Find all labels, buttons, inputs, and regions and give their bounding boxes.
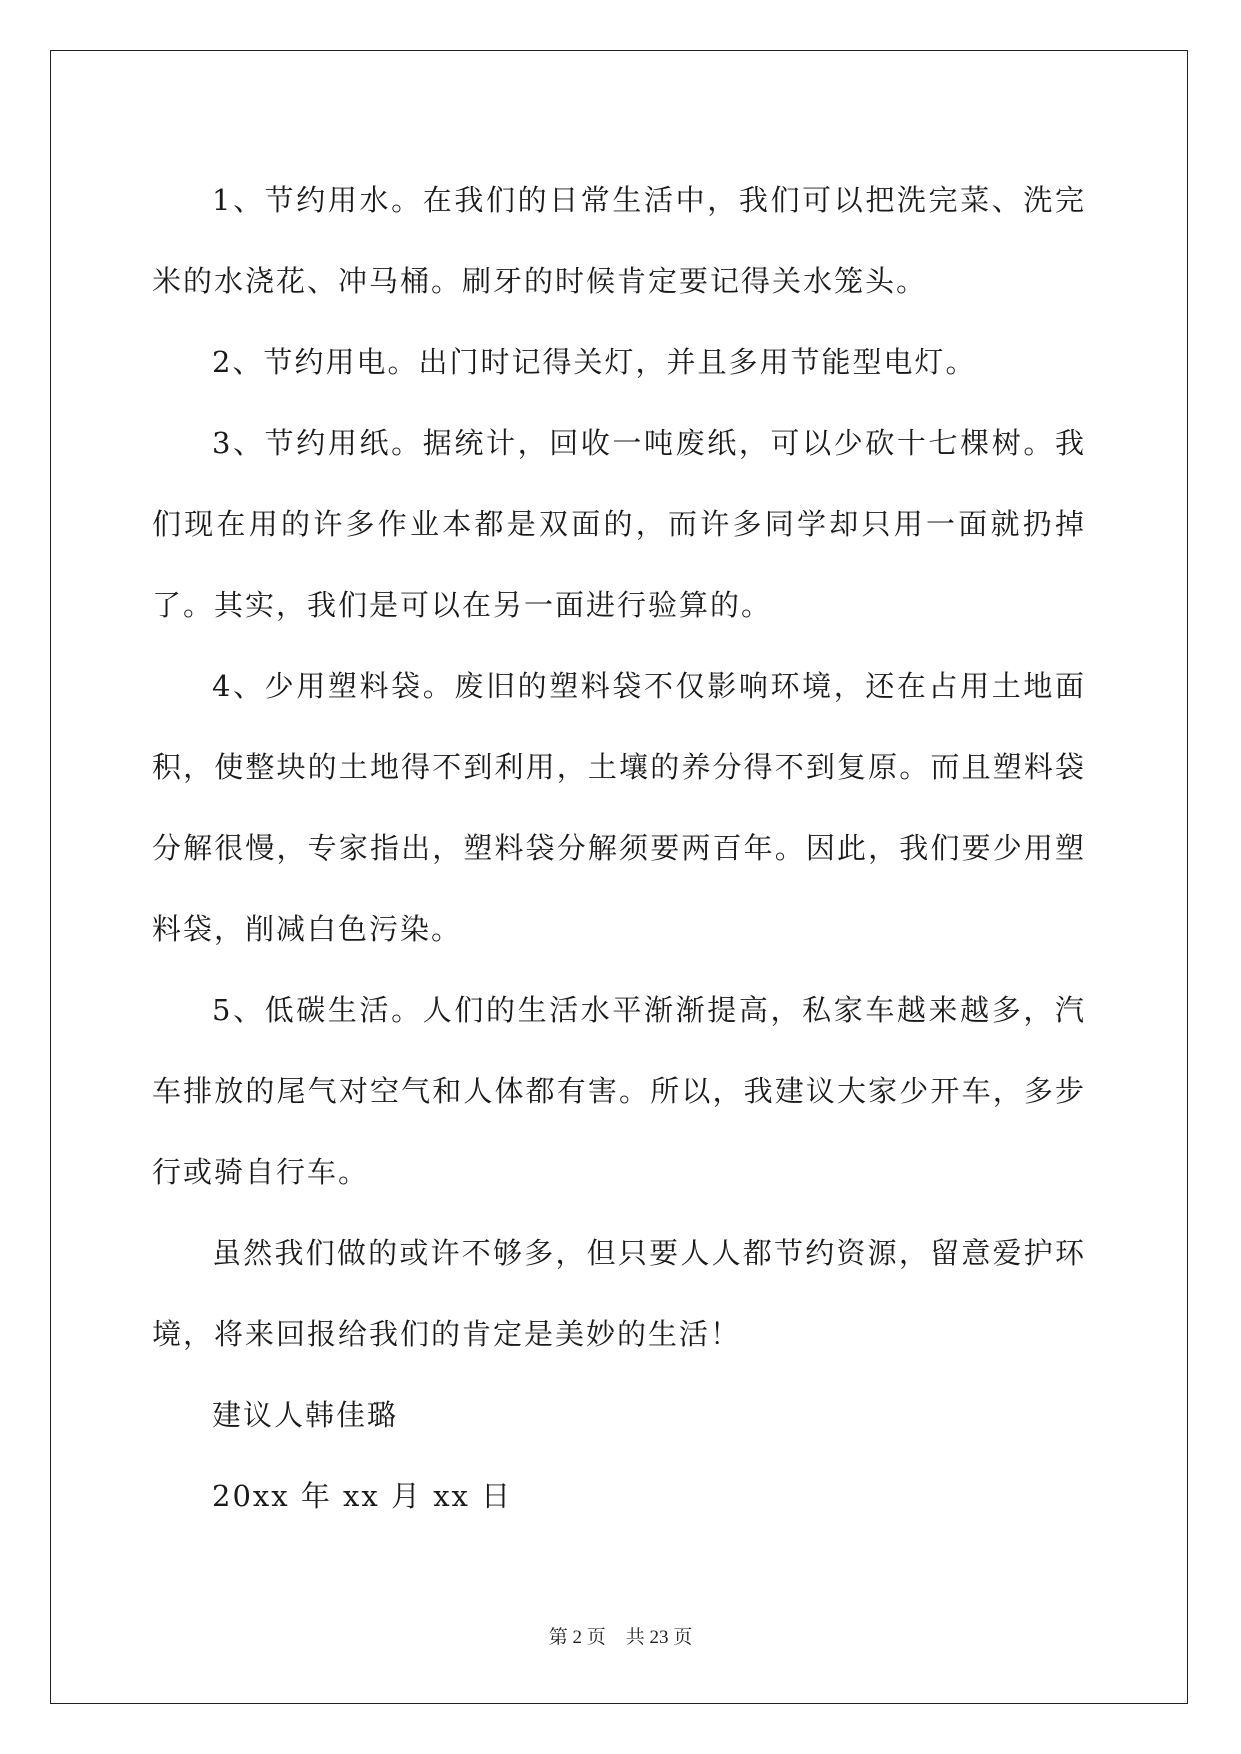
paragraph-5: 5、低碳生活。人们的生活水平渐渐提高，私家车越来越多，汽车排放的尾气对空气和人体都有害。所以，我建议大家少开车，多步行或骑自行车。 bbox=[152, 993, 1086, 1189]
total-pages-label: 共 23 页 bbox=[625, 1627, 693, 1648]
paragraph-2: 2、节约用电。出门时记得关灯，并且多用节能型电灯。 bbox=[212, 345, 977, 379]
document-body bbox=[152, 160, 1086, 1537]
paragraph-1: 1、节约用水。在我们的日常生活中，我们可以把洗完菜、洗完米的水浇花、冲马桶。刷牙的时候肯定要记得关水笼头。 bbox=[152, 183, 1086, 298]
signature-line: 建议人韩佳璐 bbox=[212, 1398, 399, 1432]
paragraph-4: 4、少用塑料袋。废旧的塑料袋不仅影响环境，还在占用土地面积，使整块的土地得不到利用，土壤的养分得不到复原。而且塑料袋分解很慢，专家指出，塑料袋分解须要两百年。因此，我们要少用塑料袋，削减白色污染。 bbox=[152, 669, 1086, 946]
closing-paragraph: 虽然我们做的或许不够多，但只要人人都节约资源，留意爱护环境，将来回报给我们的肯定是美妙的生活！ bbox=[152, 1236, 1086, 1351]
paragraph-3: 3、节约用纸。据统计，回收一吨废纸，可以少砍十七棵树。我们现在用的许多作业本都是双面的，而许多同学却只用一面就扔掉了。其实，我们是可以在另一面进行验算的。 bbox=[152, 426, 1086, 622]
current-page-label: 第 2 页 bbox=[548, 1627, 606, 1648]
date-line: 20xx 年 xx 月 xx 日 bbox=[212, 1479, 513, 1513]
page-footer bbox=[0, 1622, 1241, 1649]
